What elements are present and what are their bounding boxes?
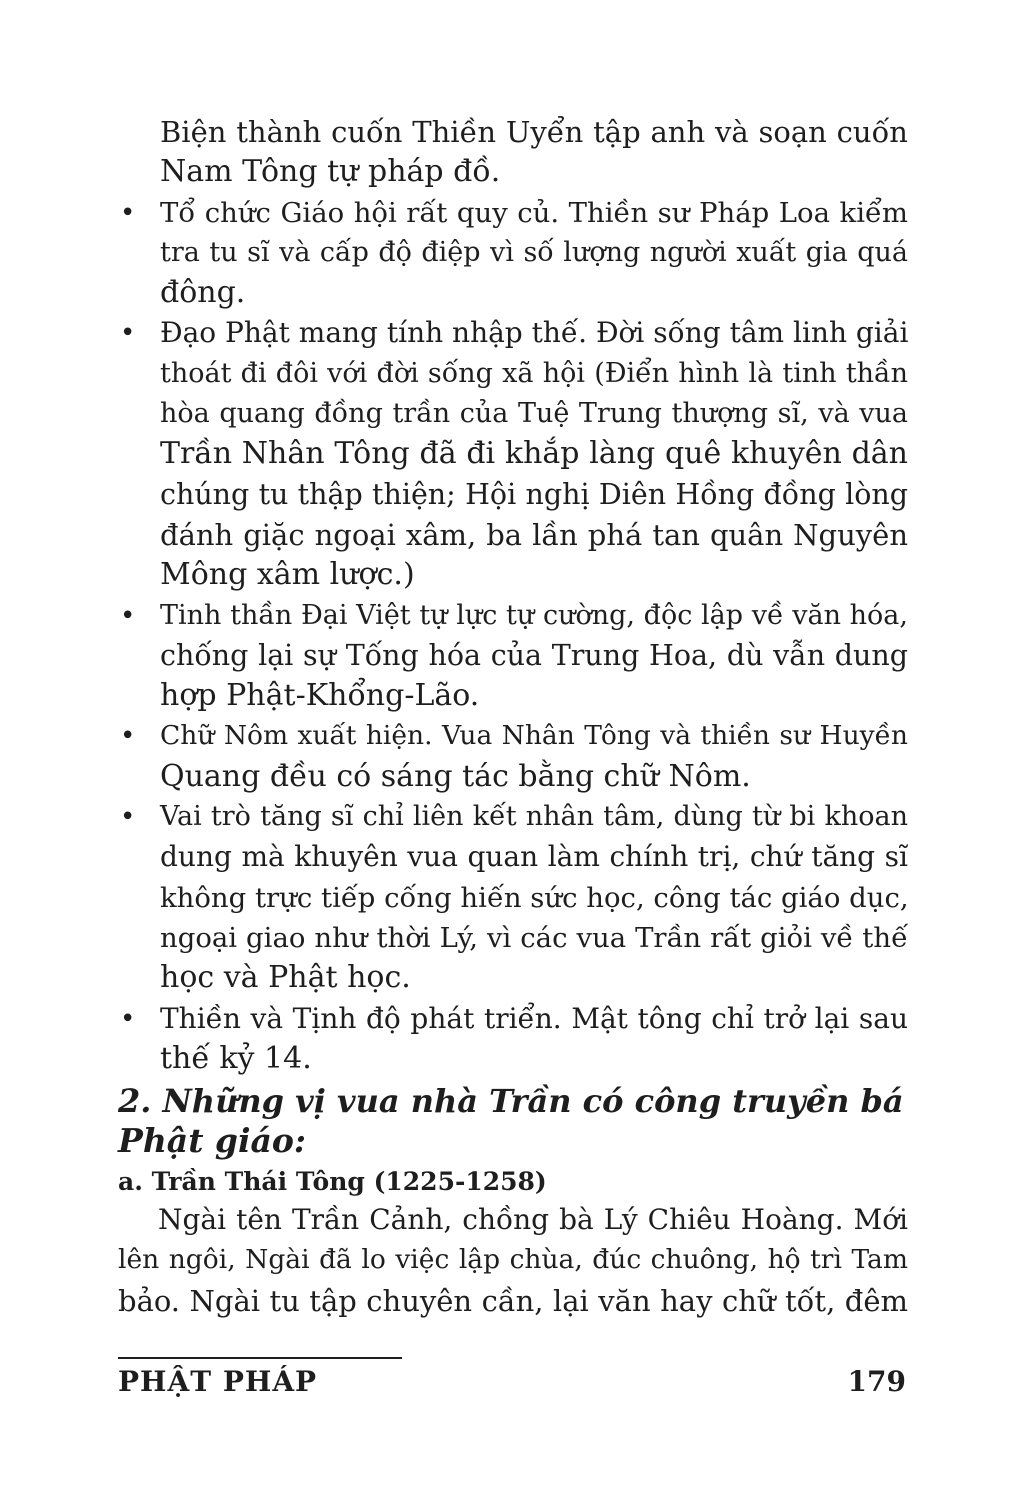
text-line: không trực tiếp cống hiến sức học, công tác giáo dục,: [160, 881, 909, 914]
text-line: dung mà khuyên vua quan làm chính trị, chứ tăng sĩ: [160, 840, 908, 874]
bullet-item: [118, 797, 908, 998]
section-heading-line: Phật giáo:: [118, 1121, 307, 1161]
bullet-icon: •: [120, 600, 136, 631]
text-line: Quang đều có sáng tác bằng chữ Nôm.: [160, 758, 751, 794]
text-line: Tinh thần Đại Việt tự lực tự cường, độc lập về văn hóa,: [160, 599, 908, 631]
footer-divider: [118, 1357, 402, 1359]
bullet-item: [118, 716, 908, 797]
text-line: Trần Nhân Tông đã đi khắp làng quê khuyên dân: [160, 436, 908, 472]
text-line: thoát đi đôi với đời sống xã hội (Điển hình là tinh thần: [160, 357, 908, 389]
text-line: Vai trò tăng sĩ chỉ liên kết nhân tâm, dùng từ bi khoan: [160, 801, 908, 833]
text-line: Tổ chức Giáo hội rất quy củ. Thiền sư Pháp Loa kiểm: [160, 196, 908, 229]
text-line: Chữ Nôm xuất hiện. Vua Nhân Tông và thiền sư Huyền: [160, 720, 908, 752]
text-line: lên ngôi, Ngài đã lo việc lập chùa, đúc chuông, hộ trì Tam: [118, 1244, 908, 1276]
text-line: đông.: [160, 275, 246, 311]
text-line: thế kỷ 14.: [160, 1040, 312, 1076]
text-line: Ngài tên Trần Cảnh, chồng bà Lý Chiêu Hoàng. Mới: [158, 1203, 908, 1237]
text-line: Biện thành cuốn Thiền Uyển tập anh và soạn cuốn: [160, 115, 908, 149]
text-line: đánh giặc ngoại xâm, ba lần phá tan quân Nguyên: [160, 517, 908, 552]
bullet-item: [118, 999, 908, 1080]
bullet-item: [118, 313, 908, 595]
bullet-item: [118, 596, 908, 717]
text-line: hợp Phật-Khổng-Lão.: [160, 678, 480, 714]
text-line: chống lại sự Tống hóa của Trung Hoa, dù vẫn dung: [160, 638, 908, 672]
section-heading-line: 2. Những vị vua nhà Trần có công truyền bá: [118, 1082, 904, 1121]
bullet-icon: •: [120, 721, 136, 752]
text-line: học và Phật học.: [160, 960, 411, 996]
text-line: tra tu sĩ và cấp độ điệp vì số lượng người xuất gia quá: [160, 236, 908, 268]
section-heading: [118, 1081, 908, 1161]
bullet-item: [118, 193, 908, 314]
text-line: ngoại giao như thời Lý, vì các vua Trần rất giỏi về thế: [160, 921, 908, 954]
text-line: Đạo Phật mang tính nhập thế. Đời sống tâm linh giải: [160, 316, 909, 350]
page-number: 179: [847, 1365, 906, 1398]
body-paragraph: [118, 1200, 908, 1321]
bullet-icon: •: [120, 318, 136, 349]
bullet-icon: •: [120, 1003, 136, 1034]
text-line: Mông xâm lược.): [160, 557, 415, 593]
bullet-icon: •: [120, 197, 136, 228]
bullet-icon: •: [120, 802, 136, 833]
subsection-heading: a. Trần Thái Tông (1225-1258): [118, 1167, 547, 1197]
page-body: [118, 112, 908, 1321]
text-line: hòa quang đồng trần của Tuệ Trung thượng sĩ, và vua: [160, 398, 908, 430]
text-line: chúng tu thập thiện; Hội nghị Diên Hồng đồng lòng: [160, 477, 908, 511]
continued-text: [118, 112, 908, 193]
text-line: Thiền và Tịnh độ phát triển. Mật tông chỉ trở lại sau: [160, 1001, 908, 1035]
text-line: Nam Tông tự pháp đồ.: [160, 154, 501, 190]
running-title: PHẬT PHÁP: [118, 1365, 318, 1398]
text-line: bảo. Ngài tu tập chuyên cần, lại văn hay chữ tốt, đêm: [118, 1283, 908, 1318]
